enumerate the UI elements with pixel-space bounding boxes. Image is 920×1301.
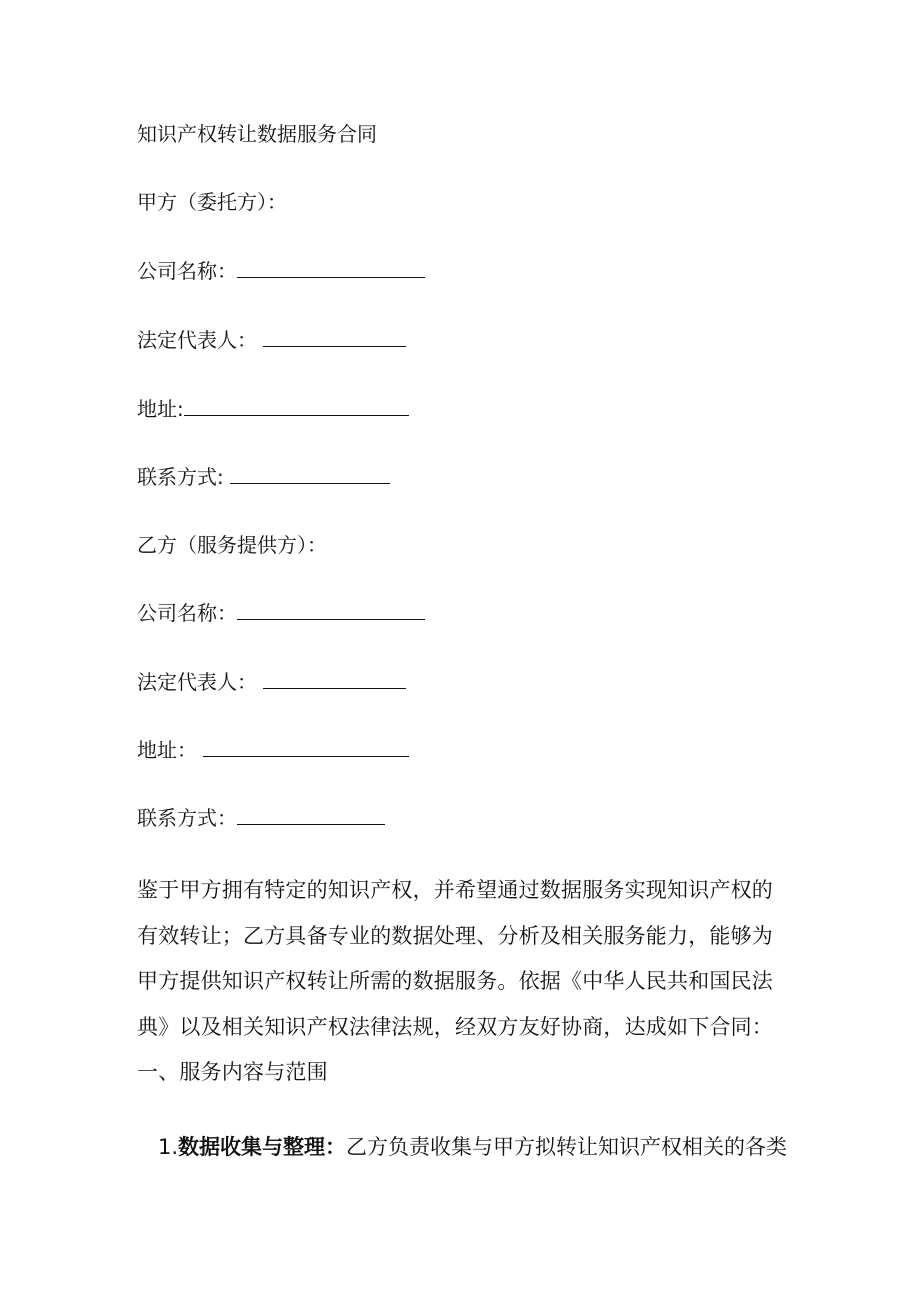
party-a-address-row: [137, 395, 409, 423]
party-b-company-blank[interactable]: [237, 599, 425, 620]
party-a-heading: 甲方（委托方）：: [137, 190, 287, 214]
party-a-rep-blank[interactable]: [263, 326, 406, 347]
party-b-address-label: 地址：: [137, 738, 197, 762]
party-b-address-blank[interactable]: [203, 736, 409, 757]
party-a-company-blank[interactable]: [237, 257, 425, 278]
party-a-contact-blank[interactable]: [230, 463, 390, 484]
party-b-contact-blank[interactable]: [237, 804, 385, 825]
party-a-contact-row: [137, 463, 390, 491]
party-a-company-label: 公司名称：: [137, 259, 237, 283]
party-a-company-row: [137, 257, 425, 285]
party-b-rep-blank[interactable]: [263, 668, 406, 689]
party-b-contact-row: [137, 804, 385, 832]
party-a-rep-row: [137, 326, 406, 354]
preamble-paragraph: 鉴于甲方拥有特定的知识产权，并希望通过数据服务实现知识产权的有效转让；乙方具备专业的数据处理、分析及相关服务能力，能够为甲方提供知识产权转让所需的数据服务。依据《中华人民共和国民法典》以及相关知识产权法律法规，经双方友好协商，达成如下合同：一、服务内容与范围: [137, 878, 773, 1084]
party-a-address-blank[interactable]: [184, 395, 409, 416]
clause-item-1-number: 1.: [158, 1135, 179, 1159]
contract-title: 知识产权转让数据服务合同: [137, 122, 377, 146]
party-b-address-row: [137, 736, 409, 764]
party-a-rep-label: 法定代表人：: [137, 328, 257, 352]
party-a-address-label: 地址:: [137, 397, 184, 421]
party-b-company-label: 公司名称：: [137, 601, 237, 625]
party-b-rep-row: [137, 668, 406, 696]
party-b-rep-label: 法定代表人：: [137, 670, 257, 694]
party-b-heading: 乙方（服务提供方）：: [137, 533, 327, 557]
party-b-company-row: [137, 599, 425, 627]
clause-item-1-title: 数据收集与整理：: [178, 1135, 347, 1159]
clause-item-1-text: 乙方负责收集与甲方拟转让知识产权相关的各类: [346, 1135, 788, 1159]
party-b-contact-label: 联系方式：: [137, 806, 237, 830]
party-a-contact-label: 联系方式:: [137, 465, 224, 489]
clause-item-1: [158, 1132, 788, 1162]
